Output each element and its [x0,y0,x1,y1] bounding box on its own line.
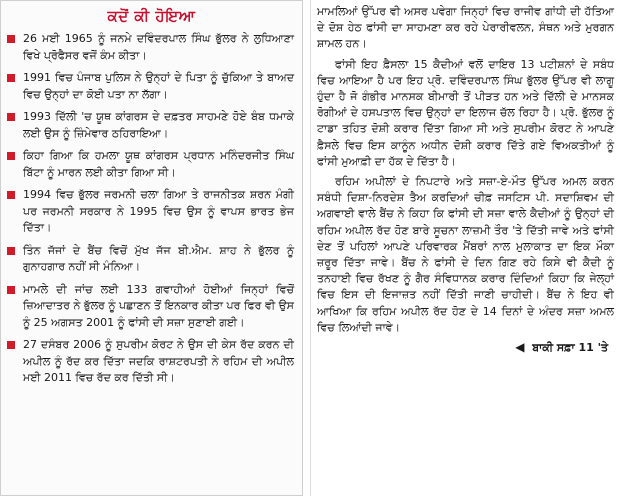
continued-label: ਬਾਕੀ ਸਫ਼ਾ 11 'ਤੇ [532,341,608,355]
bullet-square-icon [7,74,15,82]
timeline-item-text: 1994 ਵਿਚ ਭੁੱਲਰ ਜਰਮਨੀ ਚਲਾ ਗਿਆ ਤੇ ਰਾਜਨੀਤਕ ਸ਼ਰਨ ਮੰਗੀ ਪਰ ਜਰਮਨੀ ਸਰਕਾਰ ਨੇ 1995 ਵਿਚ ਉਸ ਨੂੰ ਵਾਪਸ ਭਾਰਤ ਭੇਜ ਦਿੱਤਾ। [23,188,294,234]
bullet-square-icon [7,152,15,160]
bullet-square-icon [7,191,15,199]
arrow-left-icon: ◀ [515,340,525,355]
continued-on-page [317,340,614,355]
timeline-item-text: ਕਿਹਾ ਗਿਆ ਕਿ ਹਮਲਾ ਯੂਥ ਕਾਂਗਰਸ ਪ੍ਰਧਾਨ ਮਨਿੰਦਰਜੀਤ ਸਿੰਘ ਬਿੱਟਾ ਨੂੰ ਮਾਰਨ ਲਈ ਕੀਤਾ ਗਿਆ ਸੀ। [23,149,294,179]
bullet-square-icon [7,35,15,43]
timeline-item [7,31,294,64]
article-paragraph: ਰਹਿਮ ਅਪੀਲਾਂ ਦੇ ਨਿਪਟਾਰੇ ਅਤੇ ਸਜ਼ਾ-ਏ-ਮੌਤ ਉੱਪਰ ਅਮਲ ਕਰਨ ਸਬੰਧੀ ਦਿਸ਼ਾ-ਨਿਰਦੇਸ਼ ਤੈਅ ਕਰਦਿਆਂ ਚੀਫ਼ ਜਸਟਿਸ ਪੀ. ਸਦਾਸ਼ਿਵਮ ਦੀ ਅਗਵਾਈ ਵਾਲੇ ਬੈਂਚ ਨੇ ਕਿਹਾ ਕਿ ਫਾਂਸੀ ਦੀ ਸਜ਼ਾ ਵਾਲੇ ਕੈਦੀਆਂ ਨੂੰ ਉਨ੍ਹਾਂ ਦੀ ਰਹਿਮ ਅਪੀਲ ਰੱਦ ਹੋਣ ਬਾਰੇ ਸੂਚਨਾ ਲਾਜ਼ਮੀ ਤੌਰ 'ਤੇ ਦਿੱਤੀ ਜਾਵੇ ਅਤੇ ਫਾਂਸੀ ਦੇਣ ਤੋਂ ਪਹਿਲਾਂ ਆਪਣੇ ਪਰਿਵਾਰਕ ਮੈਂਬਰਾਂ ਨਾਲ ਮੁਲਾਕਾਤ ਦਾ ਇਕ ਮੌਕਾ ਜ਼ਰੂਰ ਦਿੱਤਾ ਜਾਵੇ। ਬੈਂਚ ਨੇ ਫਾਂਸੀ ਦੇ ਦਿਨ ਗਿਣ ਰਹੇ ਕਿਸੇ ਵੀ ਕੈਦੀ ਨੂੰ ਤਨਹਾਈ ਵਿਚ ਰੱਖਣ ਨੂੰ ਗੈਰ ਸੰਵਿਧਾਨਕ ਕਰਾਰ ਦਿੰਦਿਆਂ ਕਿਹਾ ਕਿ ਜੇਲ੍ਹਾਂ ਵਿਚ ਇਸ ਦੀ ਇਜਾਜ਼ਤ ਨਹੀਂ ਦਿੱਤੀ ਜਾਣੀ ਚਾਹੀਦੀ। ਬੈਂਚ ਨੇ ਇਹ ਵੀ ਆਖਿਆ ਕਿ ਰਹਿਮ ਅਪੀਲ ਰੱਦ ਹੋਣ ਦੇ 14 ਦਿਨਾਂ ਦੇ ਅੰਦਰ ਸਜ਼ਾ ਅਮਲ ਵਿਚ ਲਿਆਂਦੀ ਜਾਵੇ। [317,175,614,334]
timeline-item-text: ਮਾਮਲੇ ਦੀ ਜਾਂਚ ਲਈ 133 ਗਵਾਹੀਆਂ ਹੋਈਆਂ ਜਿਨ੍ਹਾਂ ਵਿਚੋਂ ਜ਼ਿਆਦਾਤਰ ਨੇ ਭੁੱਲਰ ਨੂੰ ਪਛਾਣਨ ਤੋਂ ਇਨਕਾਰ ਕੀਤਾ ਪਰ ਫਿਰ ਵੀ ਉਸ ਨੂੰ 25 ਅਗਸਤ 2001 ਨੂੰ ਫਾਂਸੀ ਦੀ ਸਜ਼ਾ ਸੁਣਾਈ ਗਈ। [23,282,294,329]
article-column [310,0,618,496]
bullet-square-icon [7,113,15,121]
bullet-square-icon [7,341,15,349]
timeline-item-text: 1993 ਦਿੱਲੀ 'ਚ ਯੂਥ ਕਾਂਗਰਸ ਦੇ ਦਫ਼ਤਰ ਸਾਹਮਣੇ ਹੋਏ ਬੰਬ ਧਮਾਕੇ ਲਈ ਉਸ ਨੂੰ ਜ਼ਿੰਮੇਵਾਰ ਠਹਿਰਾਇਆ। [23,110,294,140]
bullet-square-icon [7,247,15,255]
timeline-item [7,282,294,332]
timeline-item [7,243,294,276]
timeline-item-text: ਤਿੰਨ ਜੱਜਾਂ ਦੇ ਬੈਂਚ ਵਿਚੋਂ ਮੁੱਖ ਜੱਜ ਬੀ.ਐਮ. ਸ਼ਾਹ ਨੇ ਭੁੱਲਰ ਨੂੰ ਗੁਨਾਹਗਾਰ ਨਹੀਂ ਸੀ ਮੰਨਿਆ। [23,243,294,273]
timeline-item [7,187,294,237]
article-paragraph: ਫਾਂਸੀ ਇਹ ਫ਼ੈਸਲਾ 15 ਕੈਦੀਆਂ ਵਲੋਂ ਦਾਇਰ 13 ਪਟੀਸ਼ਨਾਂ ਦੇ ਸਬੰਧ ਵਿਚ ਆਇਆ ਹੈ ਪਰ ਇਹ ਪ੍ਰੋ. ਦਵਿੰਦਰਪਾਲ ਸਿੰਘ ਭੁੱਲਰ ਉੱਪਰ ਵੀ ਲਾਗੂ ਹੁੰਦਾ ਹੈ ਜੋ ਗੰਭੀਰ ਮਾਨਸਕ ਬੀਮਾਰੀ ਤੋਂ ਪੀੜਤ ਹਨ ਅਤੇ ਦਿੱਲੀ ਦੇ ਮਾਨਸਕ ਰੋਗੀਆਂ ਦੇ ਹਸਪਤਾਲ ਵਿਚ ਉਨ੍ਹਾਂ ਦਾ ਇਲਾਜ ਚੱਲ ਰਿਹਾ ਹੈ। ਪ੍ਰੋ. ਭੁੱਲਰ ਨੂੰ ਟਾਡਾ ਤਹਿਤ ਦੋਸ਼ੀ ਕਰਾਰ ਦਿੱਤਾ ਗਿਆ ਸੀ ਅਤੇ ਸੁਪਰੀਮ ਕੋਰਟ ਨੇ ਆਪਣੇ ਫ਼ੈਸਲੇ ਵਿਚ ਇਸ ਕਾਨੂੰਨ ਅਧੀਨ ਦੋਸ਼ੀ ਕਰਾਰ ਦਿੱਤੇ ਗਏ ਵਿਅਕਤੀਆਂ ਨੂੰ ਫਾਂਸੀ ਮੁਆਫ਼ੀ ਦਾ ਹੱਕ ਦੇ ਦਿੱਤਾ ਹੈ। [317,57,614,168]
timeline-item [7,148,294,181]
timeline-sidebar [0,0,303,496]
timeline-item [7,337,294,387]
article-paragraph: ਮਾਮਲਿਆਂ ਉੱਪਰ ਵੀ ਅਸਰ ਪਵੇਗਾ ਜਿਨ੍ਹਾਂ ਵਿਚ ਰਾਜੀਵ ਗਾਂਧੀ ਦੀ ਹੱਤਿਆ ਦੇ ਦੋਸ਼ ਹੇਠ ਫਾਂਸੀ ਦਾ ਸਾਹਮਣਾ ਕਰ ਰਹੇ ਪੇਰਾਰੀਵਲਨ, ਸੰਥਨ ਅਤੇ ਮੁਰਗਨ ਸ਼ਾਮਲ ਹਨ। [317,5,614,51]
timeline-list [1,31,302,387]
timeline-item-text: 26 ਮਈ 1965 ਨੂੰ ਜਨਮੇ ਦਵਿੰਦਰਪਾਲ ਸਿੰਘ ਭੁੱਲਰ ਨੇ ਲੁਧਿਆਣਾ ਵਿਖੇ ਪ੍ਰੋਫੈਸਰ ਵਜੋਂ ਕੰਮ ਕੀਤਾ। [23,32,294,62]
timeline-item-text: 27 ਦਸੰਬਰ 2006 ਨੂੰ ਸੁਪਰੀਮ ਕੋਰਟ ਨੇ ਉਸ ਦੀ ਕੇਸ ਰੱਦ ਕਰਨ ਦੀ ਅਪੀਲ ਨੂੰ ਰੱਦ ਕਰ ਦਿੱਤਾ ਜਦਕਿ ਰਾਸ਼ਟਰਪਤੀ ਨੇ ਰਹਿਮ ਦੀ ਅਪੀਲ ਮਈ 2011 ਵਿਚ ਰੱਦ ਕਰ ਦਿੱਤੀ ਸੀ। [23,338,294,384]
timeline-item [7,109,294,142]
timeline-item [7,70,294,103]
timeline-item-text: 1991 ਵਿਚ ਪੰਜਾਬ ਪੁਲਿਸ ਨੇ ਉਨ੍ਹਾਂ ਦੇ ਪਿਤਾ ਨੂੰ ਚੁੱਕਿਆ ਤੇ ਬਾਅਦ ਵਿਚ ਉਨ੍ਹਾਂ ਦਾ ਕੋਈ ਪਤਾ ਨਾ ਲੱਗਾ। [23,71,294,101]
sidebar-heading: ਕਦੋਂ ਕੀ ਹੋਇਆ [107,7,196,25]
bullet-square-icon [7,286,15,294]
